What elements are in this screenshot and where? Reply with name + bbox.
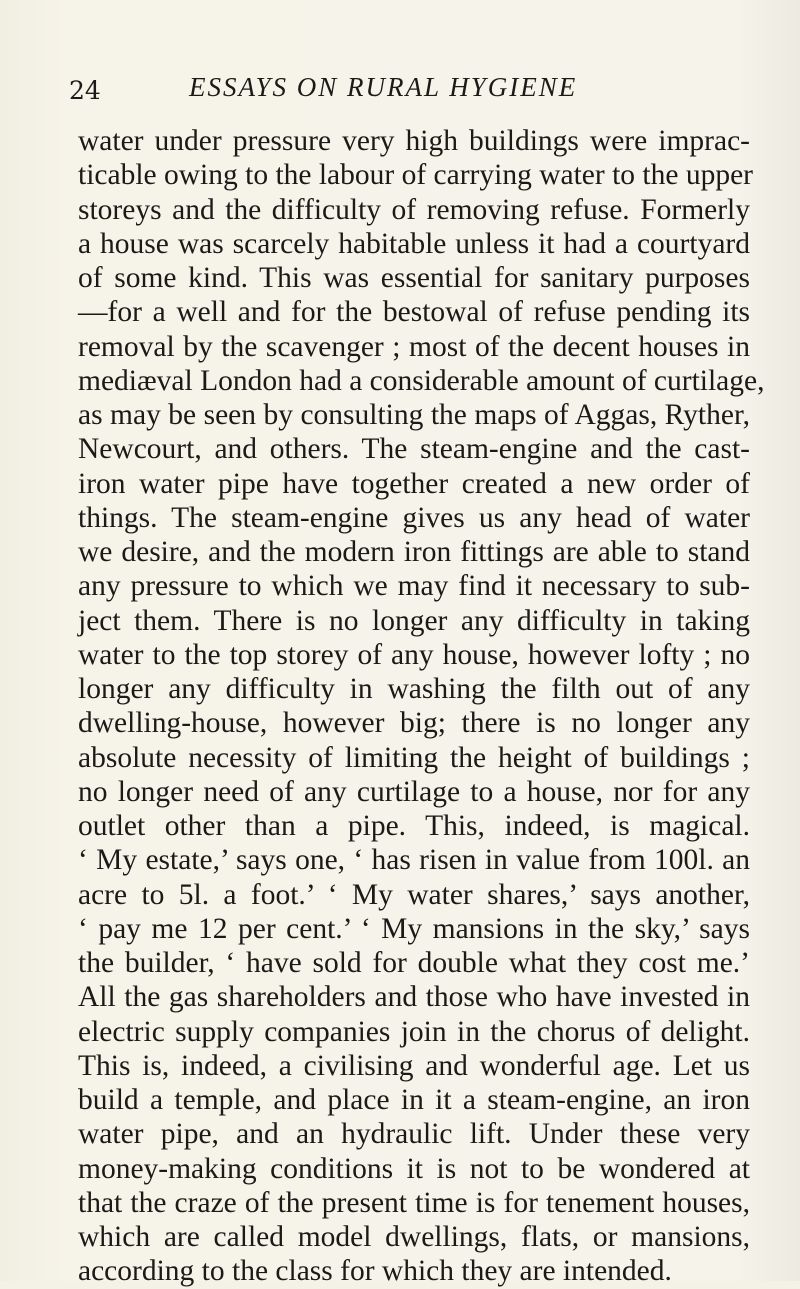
text-line: which are called model dwellings, flats, or mansions, xyxy=(78,1221,750,1253)
body-text xyxy=(78,124,765,1289)
text-line: —for a well and for the bestowal of refuse pending its xyxy=(78,296,750,329)
text-line: things. The steam-engine gives us any head of water xyxy=(78,501,750,534)
text-line: of some kind. This was essential for sanitary purposes xyxy=(78,262,750,294)
text-line: build a temple, and place in it a steam-engine, an iron xyxy=(78,1084,750,1116)
text-line: ‘ My estate,’ says one, ‘ has risen in value from 100l. an xyxy=(78,844,750,877)
text-line: electric supply companies join in the chorus of delight. xyxy=(78,1015,750,1048)
text-line: ticable owing to the labour of carrying water to the upper xyxy=(78,159,753,192)
text-line: any pressure to which we may find it necessary to sub- xyxy=(78,570,750,603)
text-line: water to the top storey of any house, however lofty ; no xyxy=(78,638,750,671)
text-line: outlet other than a pipe. This, indeed, is magical. xyxy=(78,810,750,842)
text-line: iron water pipe have together created a new order of xyxy=(78,467,750,500)
text-line: money-making conditions it is not to be wondered at xyxy=(78,1152,750,1185)
text-line: ‘ pay me 12 per cent.’ ‘ My mansions in the sky,’ says xyxy=(78,912,750,945)
text-line: ject them. There is no longer any difficulty in taking xyxy=(78,604,750,637)
text-line: as may be seen by consulting the maps of Aggas, Ryther, xyxy=(78,399,750,431)
text-line: according to the class for which they are intended. xyxy=(78,1255,672,1288)
running-title: ESSAYS ON RURAL HYGIENE xyxy=(189,72,578,102)
text-line: longer any difficulty in washing the filth out of any xyxy=(78,673,750,705)
text-line: storeys and the difficulty of removing refuse. Formerly xyxy=(78,193,750,226)
text-line: All the gas shareholders and those who have invested in xyxy=(78,981,750,1014)
text-line: This is, indeed, a civilising and wonderful age. Let us xyxy=(78,1049,750,1082)
text-line: the builder, ‘ have sold for double what they cost me.’ xyxy=(78,947,750,979)
text-line: absolute necessity of limiting the height of buildings ; xyxy=(78,741,750,774)
text-line: dwelling-house, however big; there is no longer any xyxy=(78,707,750,740)
text-line: water pipe, and an hydraulic lift. Under these very xyxy=(78,1118,750,1151)
text-line: Newcourt, and others. The steam-engine and the cast- xyxy=(78,433,750,466)
text-line: acre to 5l. a foot.’ ‘ My water shares,’ says another, xyxy=(78,878,750,911)
text-line: water under pressure very high buildings were imprac- xyxy=(78,125,750,157)
text-line: removal by the scavenger ; most of the decent houses in xyxy=(78,330,750,363)
text-line: no longer need of any curtilage to a house, nor for any xyxy=(78,775,750,808)
text-line: a house was scarcely habitable unless it had a courtyard xyxy=(78,227,750,260)
text-line: mediæval London had a considerable amount of curtilage, xyxy=(78,364,765,397)
running-head xyxy=(0,72,800,112)
text-line: that the craze of the present time is for tenement houses, xyxy=(78,1186,750,1219)
page-number: 24 xyxy=(69,76,101,105)
text-line: we desire, and the modern iron fittings are able to stand xyxy=(78,536,750,568)
